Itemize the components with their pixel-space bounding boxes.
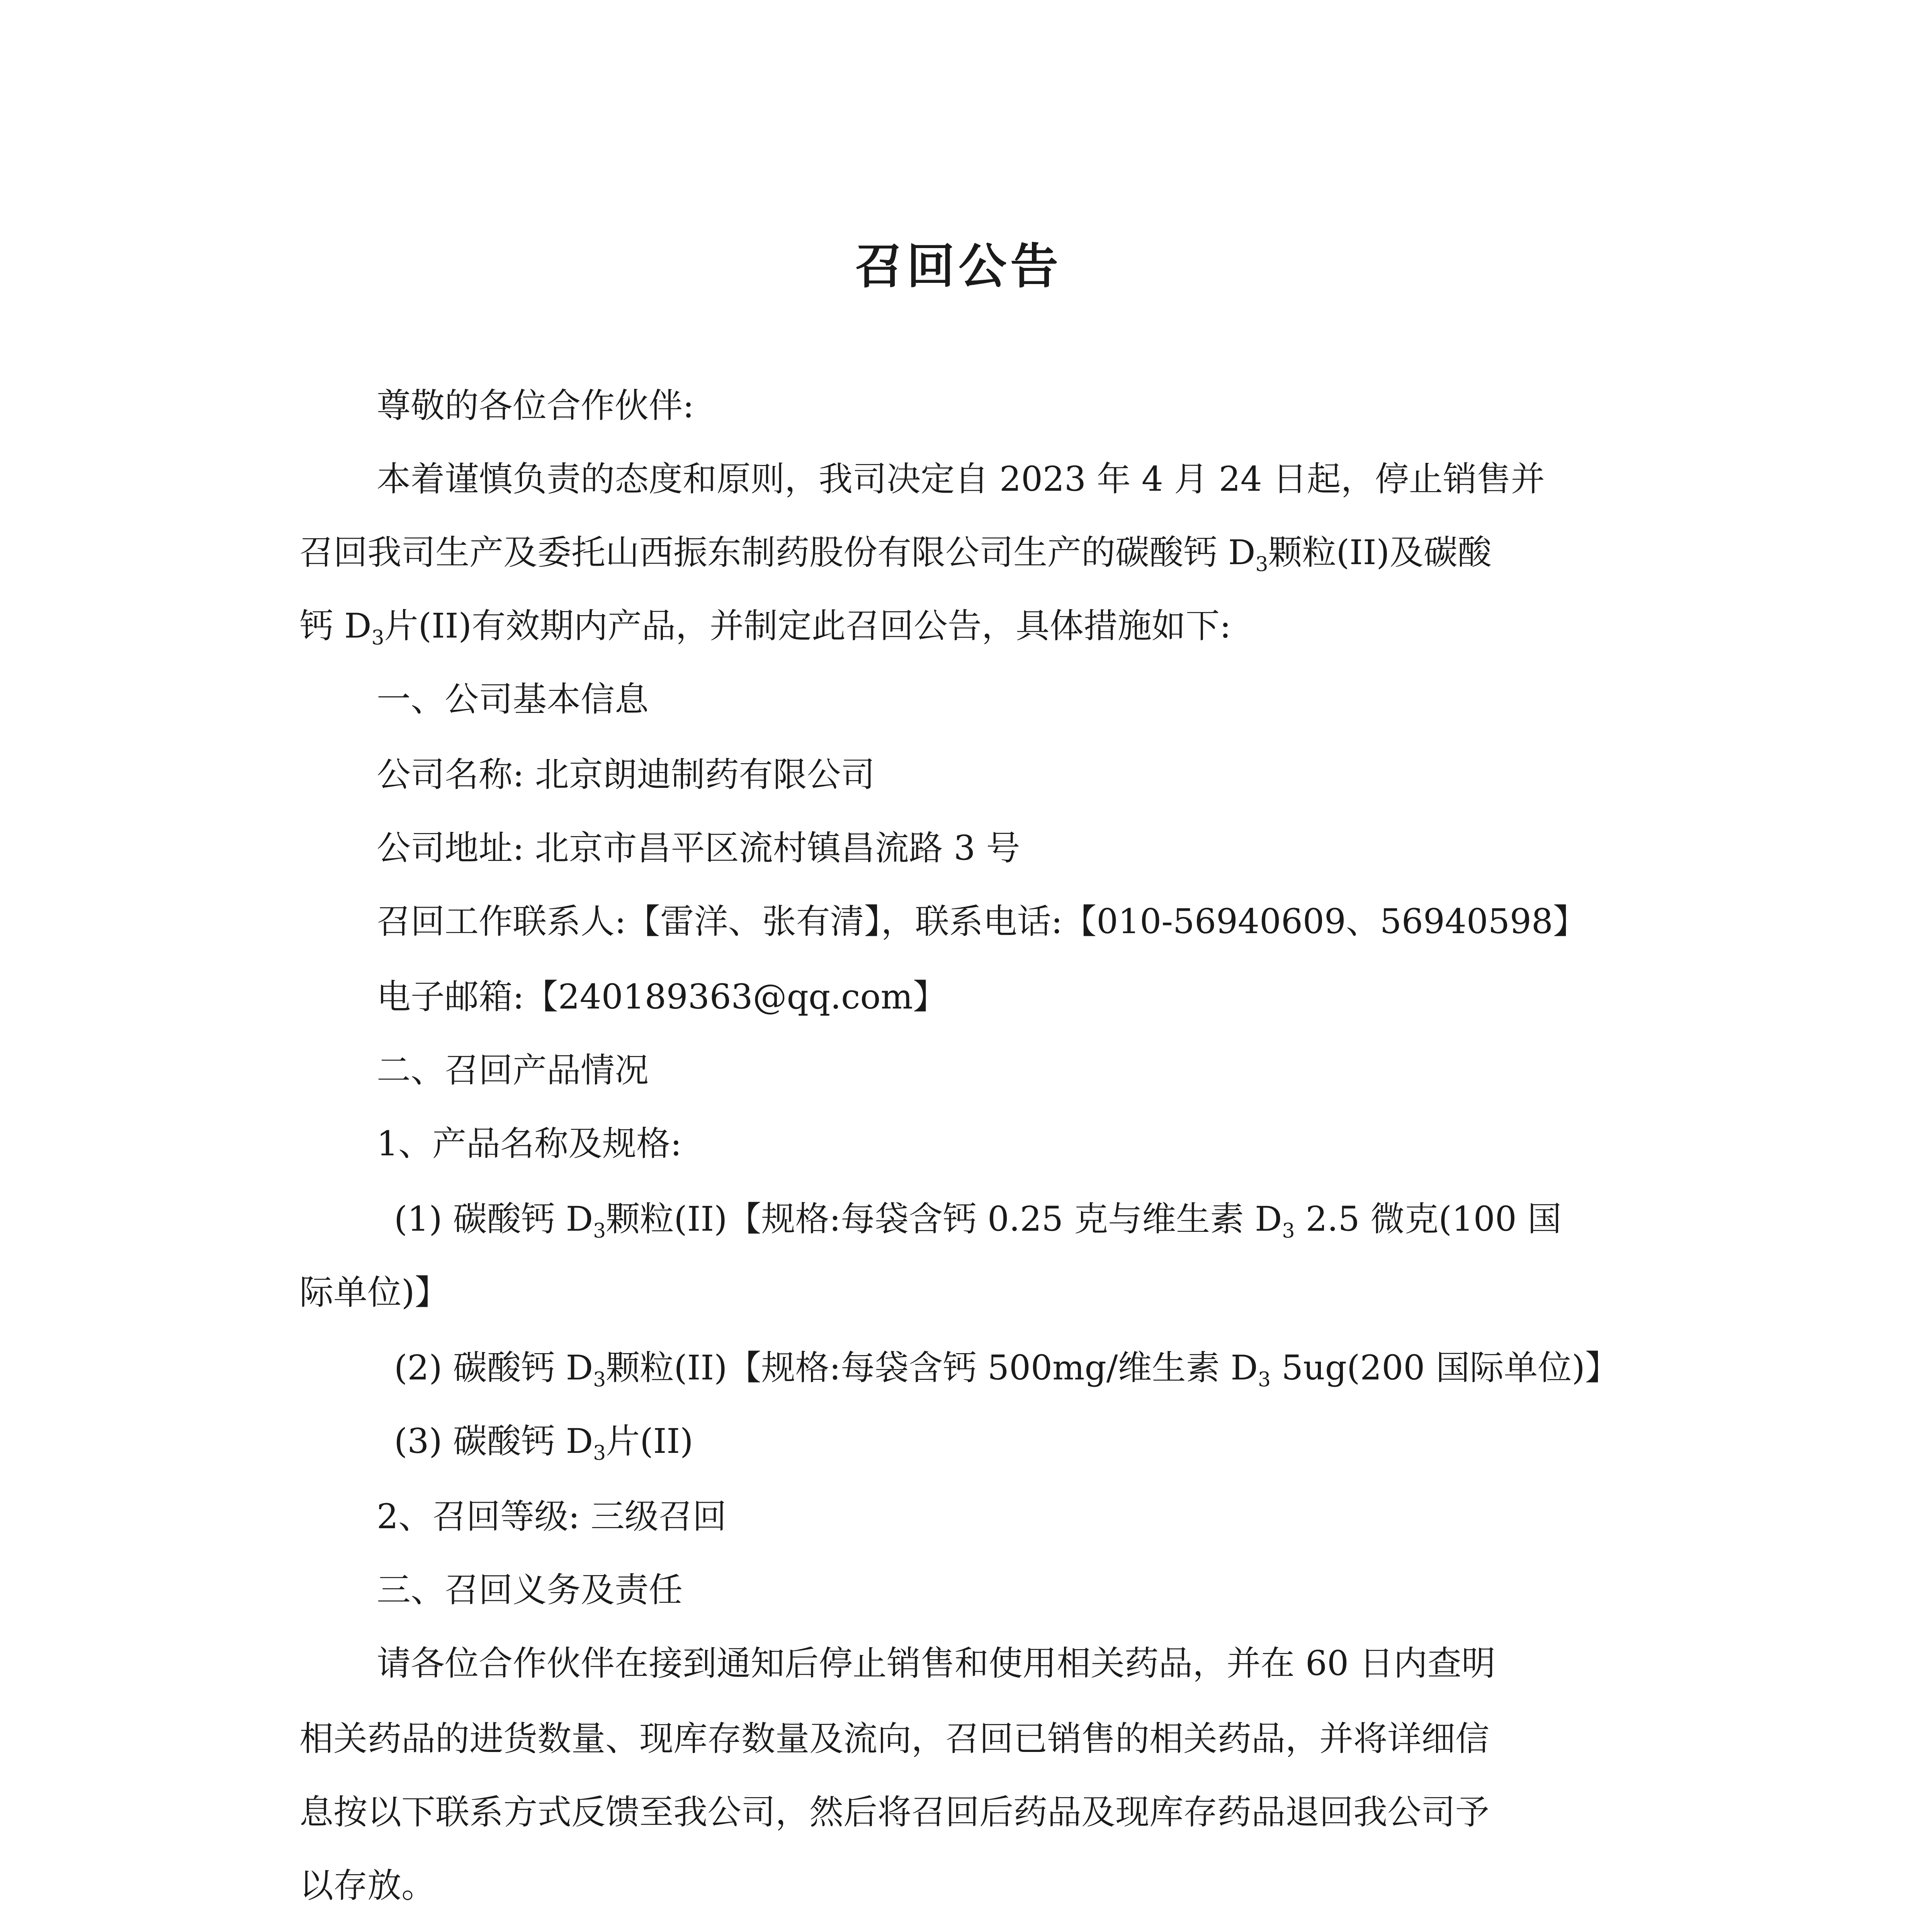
recall-level: 2、召回等级: 三级召回 [377, 1497, 727, 1536]
intro-line-2 [299, 529, 1632, 581]
obligation-line-3: 息按以下联系方式反馈至我公司，然后将召回后药品及现库存药品退回我公司予 [299, 1792, 1490, 1832]
section-3-heading: 三、召回义务及责任 [377, 1570, 683, 1610]
contact-email: 电子邮箱:【240189363@qq.com】 [377, 977, 947, 1017]
intro-line-3b: 片(II)有效期内产品，并制定此召回公告，具体措施如下: [384, 606, 1231, 646]
page-title: 召回公告 [855, 239, 1062, 294]
subscript: 3 [593, 1219, 606, 1243]
product-2 [394, 1345, 1632, 1396]
company-address: 公司地址: 北京市昌平区流村镇昌流路 3 号 [377, 828, 1020, 868]
product-1b: 颗粒(II)【规格:每袋含钙 0.25 克与维生素 D [606, 1199, 1282, 1239]
recall-contact: 召回工作联系人:【雷洋、张有清】，联系电话:【010-56940609、56940598】 [377, 901, 1587, 941]
subscript: 3 [593, 1368, 606, 1391]
products-heading: 1、产品名称及规格: [377, 1124, 682, 1163]
intro-line-3a: 钙 D [299, 606, 372, 646]
intro-line-1: 本着谨慎负责的态度和原则，我司决定自 2023 年 4 月 24 日起，停止销售并 [377, 459, 1545, 499]
intro-line-3 [299, 603, 1632, 654]
greeting: 尊敬的各位合作伙伴: [377, 386, 694, 425]
subscript: 3 [593, 1442, 606, 1465]
product-1-line-1 [394, 1196, 1632, 1247]
subscript: 3 [1255, 553, 1268, 576]
subscript: 3 [1258, 1368, 1271, 1391]
company-name: 公司名称: 北京朗迪制药有限公司 [377, 755, 875, 794]
product-1a: (1) 碳酸钙 D [394, 1199, 593, 1239]
intro-line-2a: 召回我司生产及委托山西振东制药股份有限公司生产的碳酸钙 D [299, 532, 1256, 572]
product-1c: 2.5 微克(100 国 [1295, 1199, 1562, 1239]
section-1-heading: 一、公司基本信息 [377, 679, 649, 719]
section-2-heading: 二、召回产品情况 [377, 1050, 649, 1090]
product-1-line-2: 际单位)】 [299, 1272, 449, 1312]
subscript: 3 [1282, 1219, 1295, 1243]
product-2b: 颗粒(II)【规格:每袋含钙 500mg/维生素 D [606, 1348, 1258, 1388]
product-3 [394, 1418, 1632, 1469]
subscript: 3 [371, 626, 384, 650]
obligation-line-2: 相关药品的进货数量、现库存数量及流向，召回已销售的相关药品，并将详细信 [299, 1719, 1490, 1759]
product-2c: 5ug(200 国际单位)】 [1271, 1348, 1619, 1388]
product-3a: (3) 碳酸钙 D [394, 1421, 593, 1461]
obligation-line-1: 请各位合作伙伴在接到通知后停止销售和使用相关药品，并在 60 日内查明 [377, 1643, 1496, 1683]
obligation-line-4: 以存放。 [299, 1866, 436, 1905]
intro-line-2b: 颗粒(II)及碳酸 [1268, 532, 1492, 572]
product-2a: (2) 碳酸钙 D [394, 1348, 593, 1388]
product-3b: 片(II) [606, 1421, 693, 1461]
